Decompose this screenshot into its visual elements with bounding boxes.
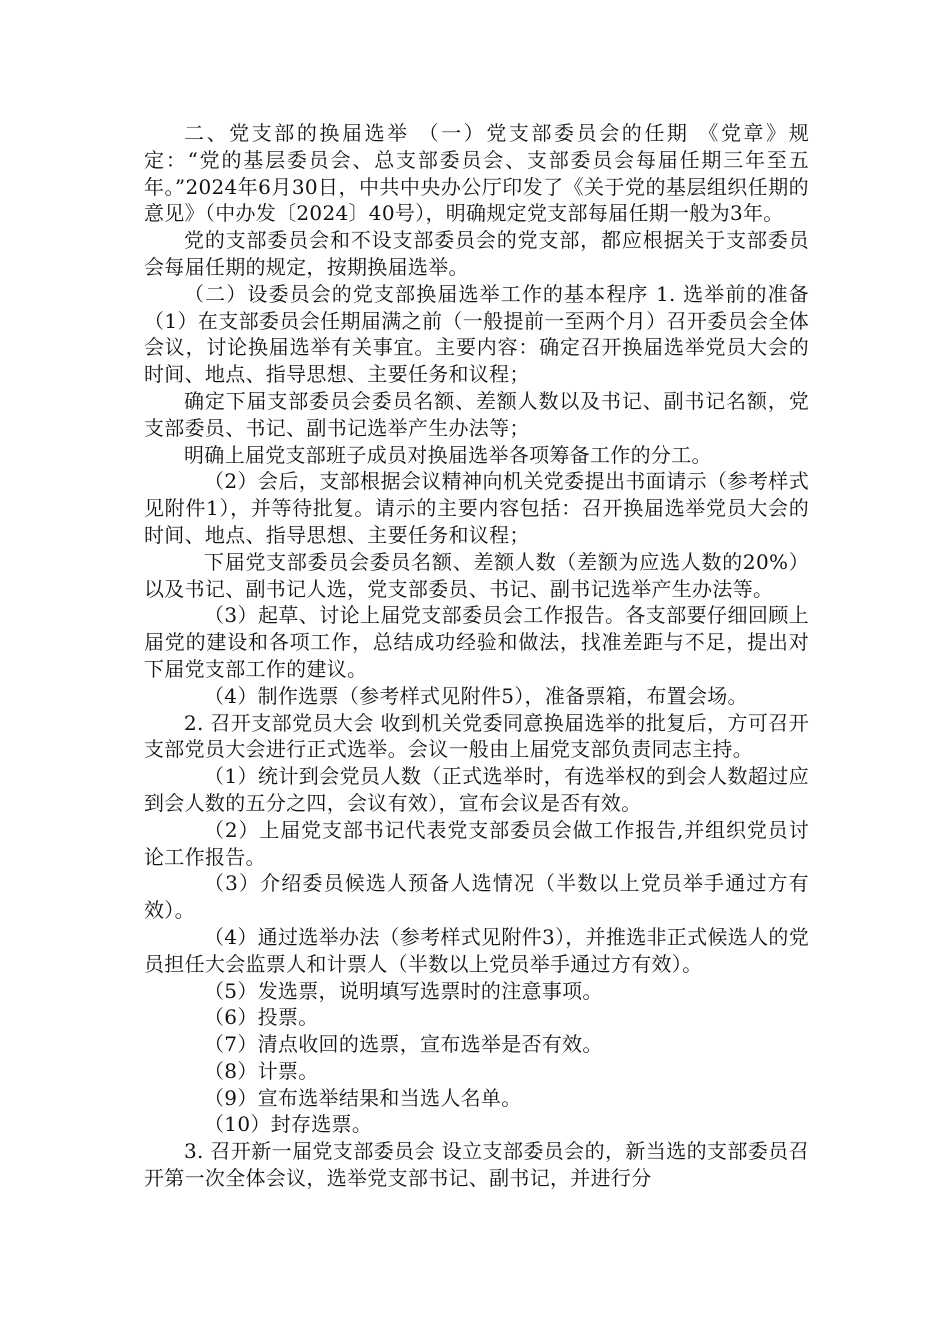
paragraph-collect-ballots: （7）清点收回的选票，宣布选举是否有效。 <box>204 1032 603 1057</box>
paragraph-basic-procedure: （二）设委员会的党支部换届选举工作的基本程序 1. 选举前的准备 （1）在支部委员会任期届满之前（一般提前一至两个月）召开委员会全体会议，讨论换届选举有关事宜。主要内容：确定召开换届选举党员大会的时间、地点、指导思想、主要任务和议程； <box>144 281 809 387</box>
paragraph-attendance-count: （1）统计到会党员人数（正式选举时，有选举权的到会人数超过应到会人数的五分之四，会议有效），宣布会议是否有效。 <box>144 764 809 815</box>
paragraph-committee-quota: 确定下届支部委员会委员名额、差额人数以及书记、副书记名额，党支部委员、书记、副书记选举产生办法等； <box>144 388 809 440</box>
paragraph-election-rules: （4）通过选举办法（参考样式见附件3），并推选非正式候选人的党员担任大会监票人和计票人（半数以上党员举手通过方有效）。 <box>144 924 809 976</box>
paragraph-distribute-ballots: （5）发选票，说明填写选票时的注意事项。 <box>204 978 603 1003</box>
paragraph-ballot-preparation: （4）制作选票（参考样式见附件5），准备票箱，布置会场。 <box>204 683 748 708</box>
paragraph-member-assembly: 2. 召开支部党员大会 收到机关党委同意换届选举的批复后，方可召开支部党员大会进行正式选举。会议一般由上届党支部负责同志主持。 <box>144 710 809 762</box>
paragraph-seal-ballots: （10）封存选票。 <box>204 1112 373 1137</box>
paragraph-election-on-schedule: 党的支部委员会和不设支部委员会的党支部，都应根据关于支部委员会每届任期的规定，按期换届选举。 <box>144 228 809 279</box>
paragraph-new-committee: 3. 召开新一届党支部委员会 设立支部委员会的，新当选的支部委员召开第一次全体会议，选举党支部书记、副书记，并进行分 <box>144 1139 809 1191</box>
paragraph-vote: （6）投票。 <box>204 1005 319 1030</box>
paragraph-count-votes: （8）计票。 <box>204 1058 319 1083</box>
paragraph-next-committee-quota: 下届党支部委员会委员名额、差额人数（差额为应选人数的20%）以及书记、副书记人选，党支部委员、书记、副书记选举产生办法等。 <box>144 549 809 601</box>
paragraph-written-request: （2）会后，支部根据会议精神向机关党委提出书面请示（参考样式见附件1），并等待批复。请示的主要内容包括：召开换届选举党员大会的时间、地点、指导思想、主要任务和议程； <box>144 469 809 547</box>
document-body <box>144 120 809 1192</box>
paragraph-candidate-intro: （3）介绍委员候选人预备人选情况（半数以上党员举手通过方有效）。 <box>144 871 809 923</box>
paragraph-division-of-work: 明确上届党支部班子成员对换届选举各项筹备工作的分工。 <box>184 442 712 467</box>
paragraph-secretary-report: （2）上届党支部书记代表党支部委员会做工作报告,并组织党员讨论工作报告。 <box>144 817 809 869</box>
paragraph-term-of-office: 二、党支部的换届选举 （一）党支部委员会的任期 《党章》规定：“党的基层委员会、总支部委员会、支部委员会每届任期三年至五年。”2024年6月30日，中共中央办公厅印发了《关于党的基层组织任期的意见》（中办发〔2024〕40号），明确规定党支部每届任期一般为3年。 <box>144 121 809 226</box>
paragraph-work-report-draft: （3）起草、讨论上届党支部委员会工作报告。各支部要仔细回顾上届党的建设和各项工作，总结成功经验和做法，找准差距与不足，提出对下届党支部工作的建议。 <box>144 603 809 681</box>
paragraph-announce-results: （9）宣布选举结果和当选人名单。 <box>204 1085 522 1110</box>
